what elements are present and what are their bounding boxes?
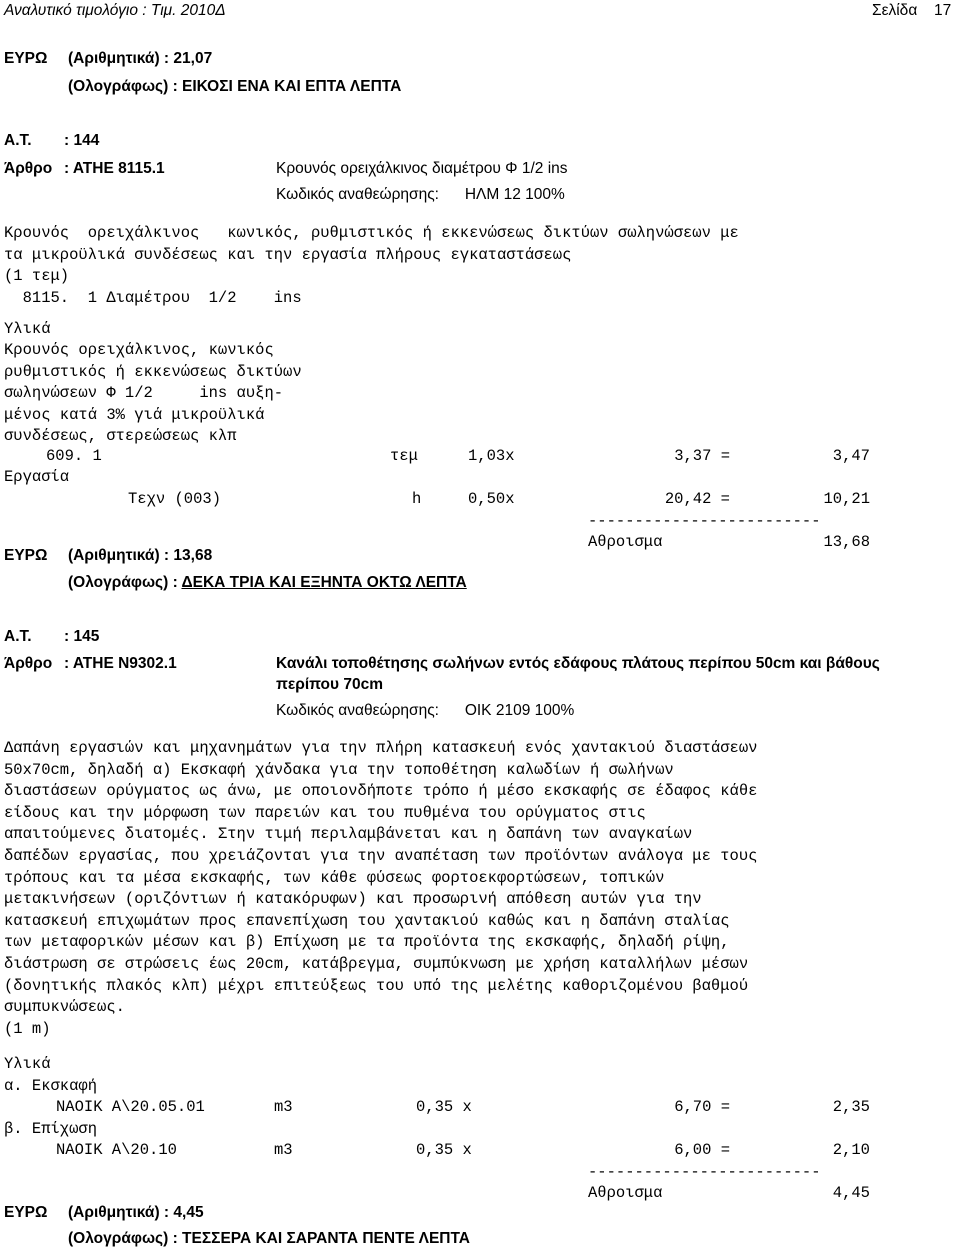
prev-currency: ΕΥΡΩ xyxy=(4,50,48,67)
item145-row-b-code: ΝΑΟΙΚ Α\20.10 xyxy=(56,1141,177,1159)
item145-article-code: : ΑΤΗΕ Ν9302.1 xyxy=(64,655,177,672)
prev-numeric-total: (Αριθμητικά) : 21,07 xyxy=(68,50,213,67)
item144-mat-unit: τεμ xyxy=(390,447,418,465)
item144-at-label: Α.Τ. xyxy=(4,132,32,149)
item145-row-b-qty: 0,35 x xyxy=(416,1141,472,1159)
item144-article-label: Άρθρο xyxy=(4,160,53,177)
item145-desc-line: 50x70cm, δηλαδή α) Εκσκαφή χάνδακα για την τοποθέτηση καλωδίων ή σωλήνων xyxy=(4,760,674,779)
item145-words-total: (Ολογράφως) : ΤΕΣΣΕΡΑ ΚΑΙ ΣΑΡΑΝΤΑ ΠΕΝΤΕ ΛΕΠΤΑ xyxy=(68,1230,471,1247)
item145-desc-line: (1 m) xyxy=(4,1019,51,1038)
item144-words-amount: ΔΕΚΑ ΤΡΙΑ ΚΑΙ ΕΞΗΝΤΑ ΟΚΤΩ ΛΕΠΤΑ xyxy=(181,574,467,591)
item145-at-value: : 145 xyxy=(64,628,100,645)
item144-mat-price: 3,37 = xyxy=(674,447,730,465)
item145-sum-value: 4,45 xyxy=(832,1184,870,1202)
document-title: Αναλυτικό τιμολόγιο : Τιμ. 2010Δ xyxy=(4,2,226,19)
item145-row-a-price: 6,70 = xyxy=(674,1098,730,1116)
item144-title: Κρουνός ορειχάλκινος διαμέτρου Φ 1/2 ins xyxy=(276,160,568,177)
item144-sum-value: 13,68 xyxy=(823,533,870,551)
item144-revision-code: Κωδικός αναθεώρησης: ΗΛΜ 12 100% xyxy=(276,186,565,203)
item144-sum-divider: ------------------------- xyxy=(588,512,821,530)
item145-revision-code: Κωδικός αναθεώρησης: ΟΙΚ 2109 100% xyxy=(276,702,575,719)
item144-article-code: : ΑΤΗΕ 8115.1 xyxy=(64,160,165,177)
item145-row-b-total: 2,10 xyxy=(832,1141,870,1159)
item144-description xyxy=(4,223,934,309)
item145-desc-line: κατασκευή επιχωμάτων προς επανεπίχωση του χαντακιού καθώς και η δαπάνη σταλίας xyxy=(4,911,730,930)
item145-title-line2: περίπου 70cm xyxy=(276,676,383,693)
item145-materials-label: Υλικά xyxy=(4,1055,51,1073)
item145-row-a-code: ΝΑΟΙΚ Α\20.05.01 xyxy=(56,1098,205,1116)
item144-mat-total: 3,47 xyxy=(832,447,870,465)
item145-row-b-price: 6,00 = xyxy=(674,1141,730,1159)
item145-currency: ΕΥΡΩ xyxy=(4,1204,48,1221)
item145-row-a-unit: m3 xyxy=(274,1098,293,1116)
item145-row-a-total: 2,35 xyxy=(832,1098,870,1116)
item145-article-label: Άρθρο xyxy=(4,655,53,672)
item145-desc-line: μετακινήσεων (οριζόντιων ή κατακόρυφων) και προσωρινή απόθεση αυτών για την xyxy=(4,890,702,909)
item145-desc-line: συμπυκνώσεως. xyxy=(4,998,125,1017)
item144-material-line: Κρουνός ορειχάλκινος, κωνικός xyxy=(4,341,274,359)
item145-desc-line: είδους και την μόρφωση των παρειών και του πυθμένα του ορύγματος στις xyxy=(4,803,646,822)
item145-title-line1: Κανάλι τοποθέτησης σωλήνων εντός εδάφους πλάτους περίπου 50cm και βάθους xyxy=(276,655,880,672)
item145-row-a-qty: 0,35 x xyxy=(416,1098,472,1116)
item144-lab-price: 20,42 = xyxy=(664,490,730,508)
item144-numeric-total: (Αριθμητικά) : 13,68 xyxy=(68,547,213,564)
item144-lab-total: 10,21 xyxy=(823,490,870,508)
item145-sub-b-label: β. Επίχωση xyxy=(4,1120,98,1138)
item144-lab-unit: h xyxy=(412,490,422,508)
item145-desc-line: των μεταφορικών μέσων και β) Επίχωση με τα προϊόντα της εκσκαφής, δηλαδή ρίψη, xyxy=(4,933,730,952)
item145-sum-divider: ------------------------- xyxy=(588,1163,821,1181)
item145-description xyxy=(4,738,934,1040)
item144-at-value: : 144 xyxy=(64,132,100,149)
item144-materials-label: Υλικά xyxy=(4,320,51,338)
item144-labour-label: Εργασία xyxy=(4,468,70,486)
item145-row-b-unit: m3 xyxy=(274,1141,293,1159)
item145-desc-line: απαιτούμενες διατομές. Στην τιμή περιλαμβάνεται και η δαπάνη των αναγκαίων xyxy=(4,825,693,844)
item144-words-prefix: (Ολογράφως) : xyxy=(68,574,182,591)
item144-material-line: σωληνώσεων Φ 1/2 ins αυξη- xyxy=(4,384,284,403)
item145-desc-line: τρόπους και τα μέσα εκσκαφής, των κάθε φύσεως φορτοεκφορτώσεων, τοπικών xyxy=(4,868,665,887)
item145-numeric-total: (Αριθμητικά) : 4,45 xyxy=(68,1204,204,1221)
item144-material-description xyxy=(4,340,934,448)
item144-currency: ΕΥΡΩ xyxy=(4,547,48,564)
item145-at-label: Α.Τ. xyxy=(4,628,32,645)
item144-desc-line: 8115. 1 Διαμέτρου 1/2 ins xyxy=(4,288,302,307)
item145-desc-line: διάστρωση σε στρώσεις έως 20cm, κατάβρεγμα, συμπύκνωση με χρήση καταλλήλων μέσων xyxy=(4,954,749,973)
item144-desc-line: (1 τεμ) xyxy=(4,267,70,286)
item144-mat-qty: 1,03x xyxy=(468,447,515,465)
item144-lab-code: Τεχν (003) xyxy=(128,490,222,508)
item145-desc-line: Δαπάνη εργασιών και μηχανημάτων για την πλήρη κατασκευή ενός χαντακιού διαστάσεων xyxy=(4,739,758,757)
item144-sum-label: Αθροισμα xyxy=(588,533,663,551)
item144-lab-qty: 0,50x xyxy=(468,490,515,508)
item145-sum-label: Αθροισμα xyxy=(588,1184,663,1202)
item145-desc-line: δαπέδων εργασίας, που χρειάζονται για την αναπέταση των προϊόντων ανάλογα με τους xyxy=(4,846,758,865)
page-label: Σελίδα xyxy=(872,2,918,19)
prev-words-total: (Ολογράφως) : ΕΙΚΟΣΙ ΕΝΑ ΚΑΙ ΕΠΤΑ ΛΕΠΤΑ xyxy=(68,78,402,95)
item144-material-line: μένος κατά 3% γιά μικροϋλικά xyxy=(4,405,265,424)
item145-sub-a-label: α. Εκσκαφή xyxy=(4,1077,98,1095)
item144-mat-code: 609. 1 xyxy=(46,447,102,465)
item145-desc-line: διαστάσεων ορύγματος ως άνω, με οποιονδήποτε τρόπο ή μέσο εκσκαφής σε έδαφος κάθε xyxy=(4,782,758,801)
page-number: 17 xyxy=(934,2,952,19)
item144-material-line: ρυθμιστικός ή εκκενώσεως δικτύων xyxy=(4,362,302,381)
item144-material-line: συνδέσεως, στερεώσεως κλπ xyxy=(4,427,237,446)
item145-desc-line: (δονητικής πλακός κλπ) μέχρι επιτεύξεως του υπό της μελέτης καθοριζομένου βαθμού xyxy=(4,976,749,995)
item144-desc-line: τα μικροϋλικά συνδέσεως και την εργασία πλήρους εγκαταστάσεως xyxy=(4,245,572,264)
item144-desc-line: Κρουνός ορειχάλκινος κωνικός, ρυθμιστικός ή εκκενώσεως δικτύων σωληνώσεων με xyxy=(4,224,739,242)
item144-words-total xyxy=(68,574,467,592)
